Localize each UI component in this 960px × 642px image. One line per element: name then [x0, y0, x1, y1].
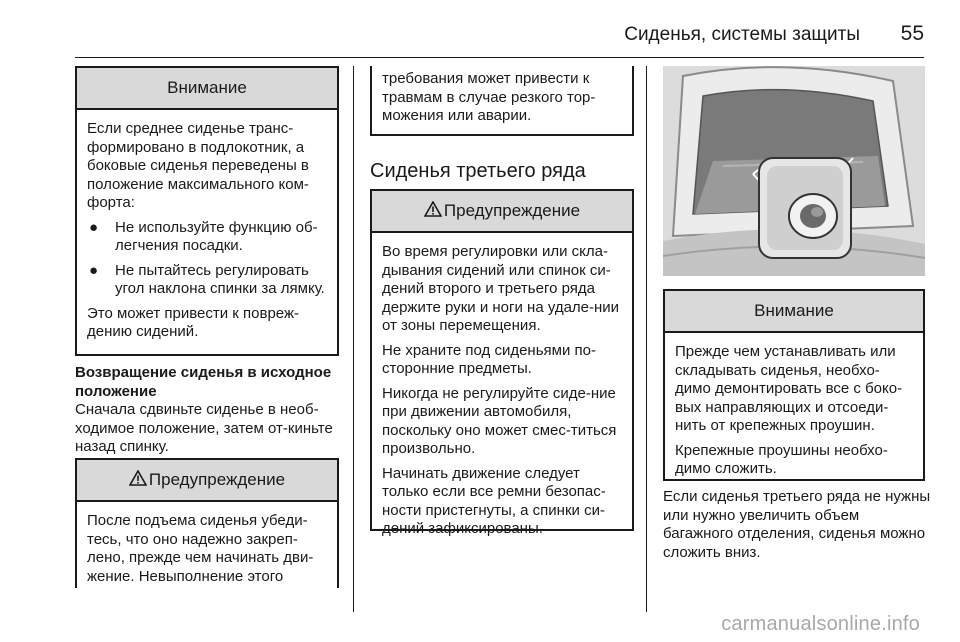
- warning-box-title: Предупреждение: [148, 470, 286, 489]
- attention-bullet-list: [87, 219, 329, 299]
- attention-bullet-item: [87, 219, 329, 256]
- attention-bullet-text: Не используйте функцию об-легчения посадки.: [115, 218, 318, 254]
- attention-paragraph: Прежде чем устанавливать или складывать сиденья, необхо-димо демонтировать все с боко-вых направляющих и отсоеди-нить от крепежных проушин.: [675, 343, 903, 434]
- attention-paragraph: Крепежные проушины необхо-димо сложить.: [675, 441, 888, 477]
- attention-bullet-text: Не пытайтесь регулировать угол наклона спинки за лямку.: [115, 261, 325, 297]
- attention-box-body: [77, 110, 337, 358]
- section-title: Сиденья третьего ряда: [370, 160, 586, 182]
- attention-box-col3: [663, 289, 925, 481]
- warning-paragraph: Не храните под сиденьями по-сторонние предметы.: [382, 341, 596, 377]
- attention-bullet-item: [87, 262, 329, 299]
- warning-box-continued: [370, 66, 634, 136]
- header-rule: [75, 57, 924, 58]
- warning-box-col1: [75, 458, 339, 588]
- warning-box-header: [77, 460, 337, 502]
- attention-box-title: Внимание: [77, 68, 337, 110]
- return-section: [75, 364, 345, 457]
- warning-box-body: [372, 233, 632, 555]
- attention-box-body: [665, 333, 923, 495]
- warning-text: После подъема сиденья убеди-тесь, что оно надежно закреп-лено, прежде чем начинать дви-жение. Невыполнение этого: [87, 512, 314, 585]
- warning-paragraph: Начинать движение следует только если все ремни безопас-ности пристегнуты, а спинки си-дений зафиксированы.: [382, 464, 606, 537]
- bullet-icon: ●: [89, 261, 99, 279]
- warning-triangle-icon: [129, 470, 147, 491]
- column-divider-1: [353, 66, 354, 612]
- warning-continued-text: требования может привести к травмам в случае резкого тор-можения или аварии.: [382, 70, 596, 124]
- column-divider-2: [646, 66, 647, 612]
- watermark: carmanualsonline.info: [721, 613, 920, 635]
- warning-paragraph: Никогда не регулируйте сиде-ние при движении автомобиля, поскольку оно может смес-титься произвольно.: [382, 384, 617, 457]
- warning-box-title: Предупреждение: [443, 201, 581, 220]
- warning-box-body: [77, 502, 337, 602]
- page-number: 55: [900, 22, 924, 45]
- attention-box-title: Внимание: [665, 291, 923, 333]
- attention-box-col1: [75, 66, 339, 356]
- car-trunk-anchor-photo: [663, 66, 925, 276]
- attention-intro: Если среднее сиденье транс-формировано в подлокотник, а боковые сиденья переведены в положение максимального ком-форта:: [87, 120, 309, 211]
- warning-box-col2: [370, 189, 634, 537]
- bullet-icon: ●: [89, 218, 99, 236]
- page-header-title: Сиденья, системы защиты: [624, 24, 860, 45]
- warning-triangle-icon: [424, 201, 442, 222]
- warning-continued-body: [372, 66, 632, 142]
- attention-outro: Это может привести к повреж-дению сидений.: [87, 304, 300, 340]
- return-heading: Возвращение сиденья в исходное положение: [75, 364, 332, 400]
- warning-paragraph: Во время регулировки или скла-дывания сидений или спинок си-дений второго и третьего ряда держите руки и ноги на удале-нии от зоны перемещения.: [382, 243, 620, 334]
- fold-seats-text: Если сиденья третьего ряда не нужны или нужно увеличить объем багажного отделения, сиденья можно сложить вниз.: [663, 488, 931, 561]
- warning-box-header: [372, 191, 632, 233]
- return-text: Сначала сдвиньте сиденье в необ-ходимое положение, затем от-киньте назад спинку.: [75, 401, 333, 455]
